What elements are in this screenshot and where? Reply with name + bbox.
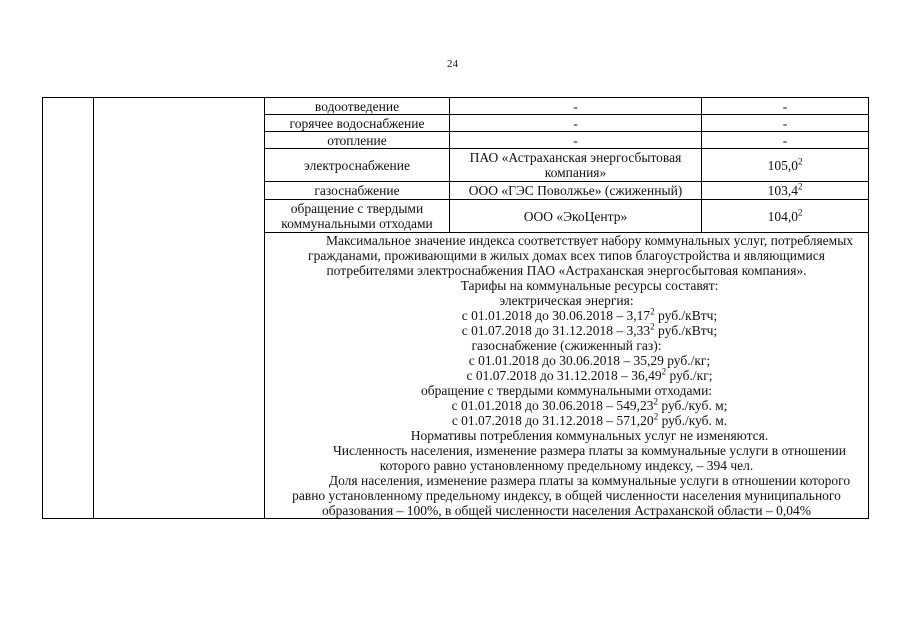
footnote-mark: 2 [650,306,655,317]
gas-label: газоснабжение (сжиженный газ): [471,338,662,353]
footnote-mark: 2 [653,411,659,422]
number-column-cell [43,98,94,519]
index-value-cell: - [702,115,869,132]
index-value-cell: - [702,132,869,149]
tariff-text: с 01.07.2018 до 31.12.2018 – 571,20 [451,413,654,428]
tariff-text: с 01.07.2018 до 31.12.2018 – 3,33 [461,323,651,338]
norms-paragraph: Нормативы потребления коммунальных услуг не изменяются. [410,428,769,443]
tariff-line: с 01.01.2018 до 30.06.2018 – 35,29 руб./кг; [468,353,711,368]
table-row [43,98,869,115]
footnote-mark: 2 [650,321,655,332]
footnote-mark: 2 [661,366,667,377]
index-value: 104,0 [767,208,798,224]
tariff-line [268,413,865,428]
tariff-text: с 01.01.2018 до 30.06.2018 – 549,23 [451,398,654,413]
description-cell [265,233,869,519]
electricity-label: электрическая энергия: [499,293,634,308]
tariffs-intro: Тарифы на коммунальные ресурсы составят: [460,278,719,293]
footnote-mark: 2 [797,156,803,166]
tariff-unit: руб./куб. м. [658,413,728,428]
index-value: 103,4 [767,183,798,198]
tariff-line [268,323,865,338]
tariff-line [268,368,865,383]
index-value-cell [702,182,869,200]
supplier-cell: - [450,115,702,132]
tariff-unit: руб./куб. м; [658,398,728,413]
service-cell: отопление [265,132,450,149]
service-cell: газоснабжение [265,182,450,200]
population-paragraph: Численность населения, изменение размера платы за коммунальные услуги в отношении которого равно установленному предельному индексу, – 394 чел. [332,443,846,473]
supplier-cell: - [450,132,702,149]
max-index-paragraph: Максимальное значение индекса соответствует набору коммунальных услуг, потребляемых гражданами, проживающими в жилых домах всех типов благоустройства и являющимися потребителями электроснабжения ПАО «Астраханская энергосбытовая компания». [308,233,854,278]
footnote-mark: 2 [797,181,803,192]
tariff-table [42,97,869,519]
footnote-mark: 2 [797,207,803,217]
supplier-cell: - [450,98,702,115]
tariff-line [268,308,865,323]
supplier-cell: ПАО «Астраханская энергосбытовая компания» [450,149,702,182]
index-value: 105,0 [767,157,798,173]
population-share-paragraph: Доля населения, изменение размера платы за коммунальные услуги в отношении которого равно установленному предельному индексу, в общей численности населения муниципального образования – 100%, в общей численности населения Астраханской области – 0,04% [292,473,851,518]
service-cell: водоотведение [265,98,450,115]
tariff-unit: руб./кВтч; [654,308,718,323]
tariff-line [268,398,865,413]
municipality-column-cell [94,98,265,519]
footnote-mark: 2 [653,396,658,407]
index-value-cell [702,200,869,233]
index-value-cell [702,149,869,182]
page-number: 24 [447,58,458,70]
supplier-cell: ООО «ГЭС Поволжье» (сжиженный) [450,182,702,200]
service-cell: электроснабжение [265,149,450,182]
tariff-unit: руб./кВтч; [654,323,718,338]
supplier-cell: ООО «ЭкоЦентр» [450,200,702,233]
index-value-cell: - [702,98,869,115]
waste-label: обращение с твердыми коммунальными отходами: [420,383,713,398]
tariff-unit: руб./кг; [666,368,713,383]
tariff-text: с 01.07.2018 до 31.12.2018 – 36,49 [466,368,662,383]
service-cell: обращение с твердыми коммунальными отходами [265,200,450,233]
service-cell: горячее водоснабжение [265,115,450,132]
tariff-text: с 01.01.2018 до 30.06.2018 – 3,17 [461,308,651,323]
